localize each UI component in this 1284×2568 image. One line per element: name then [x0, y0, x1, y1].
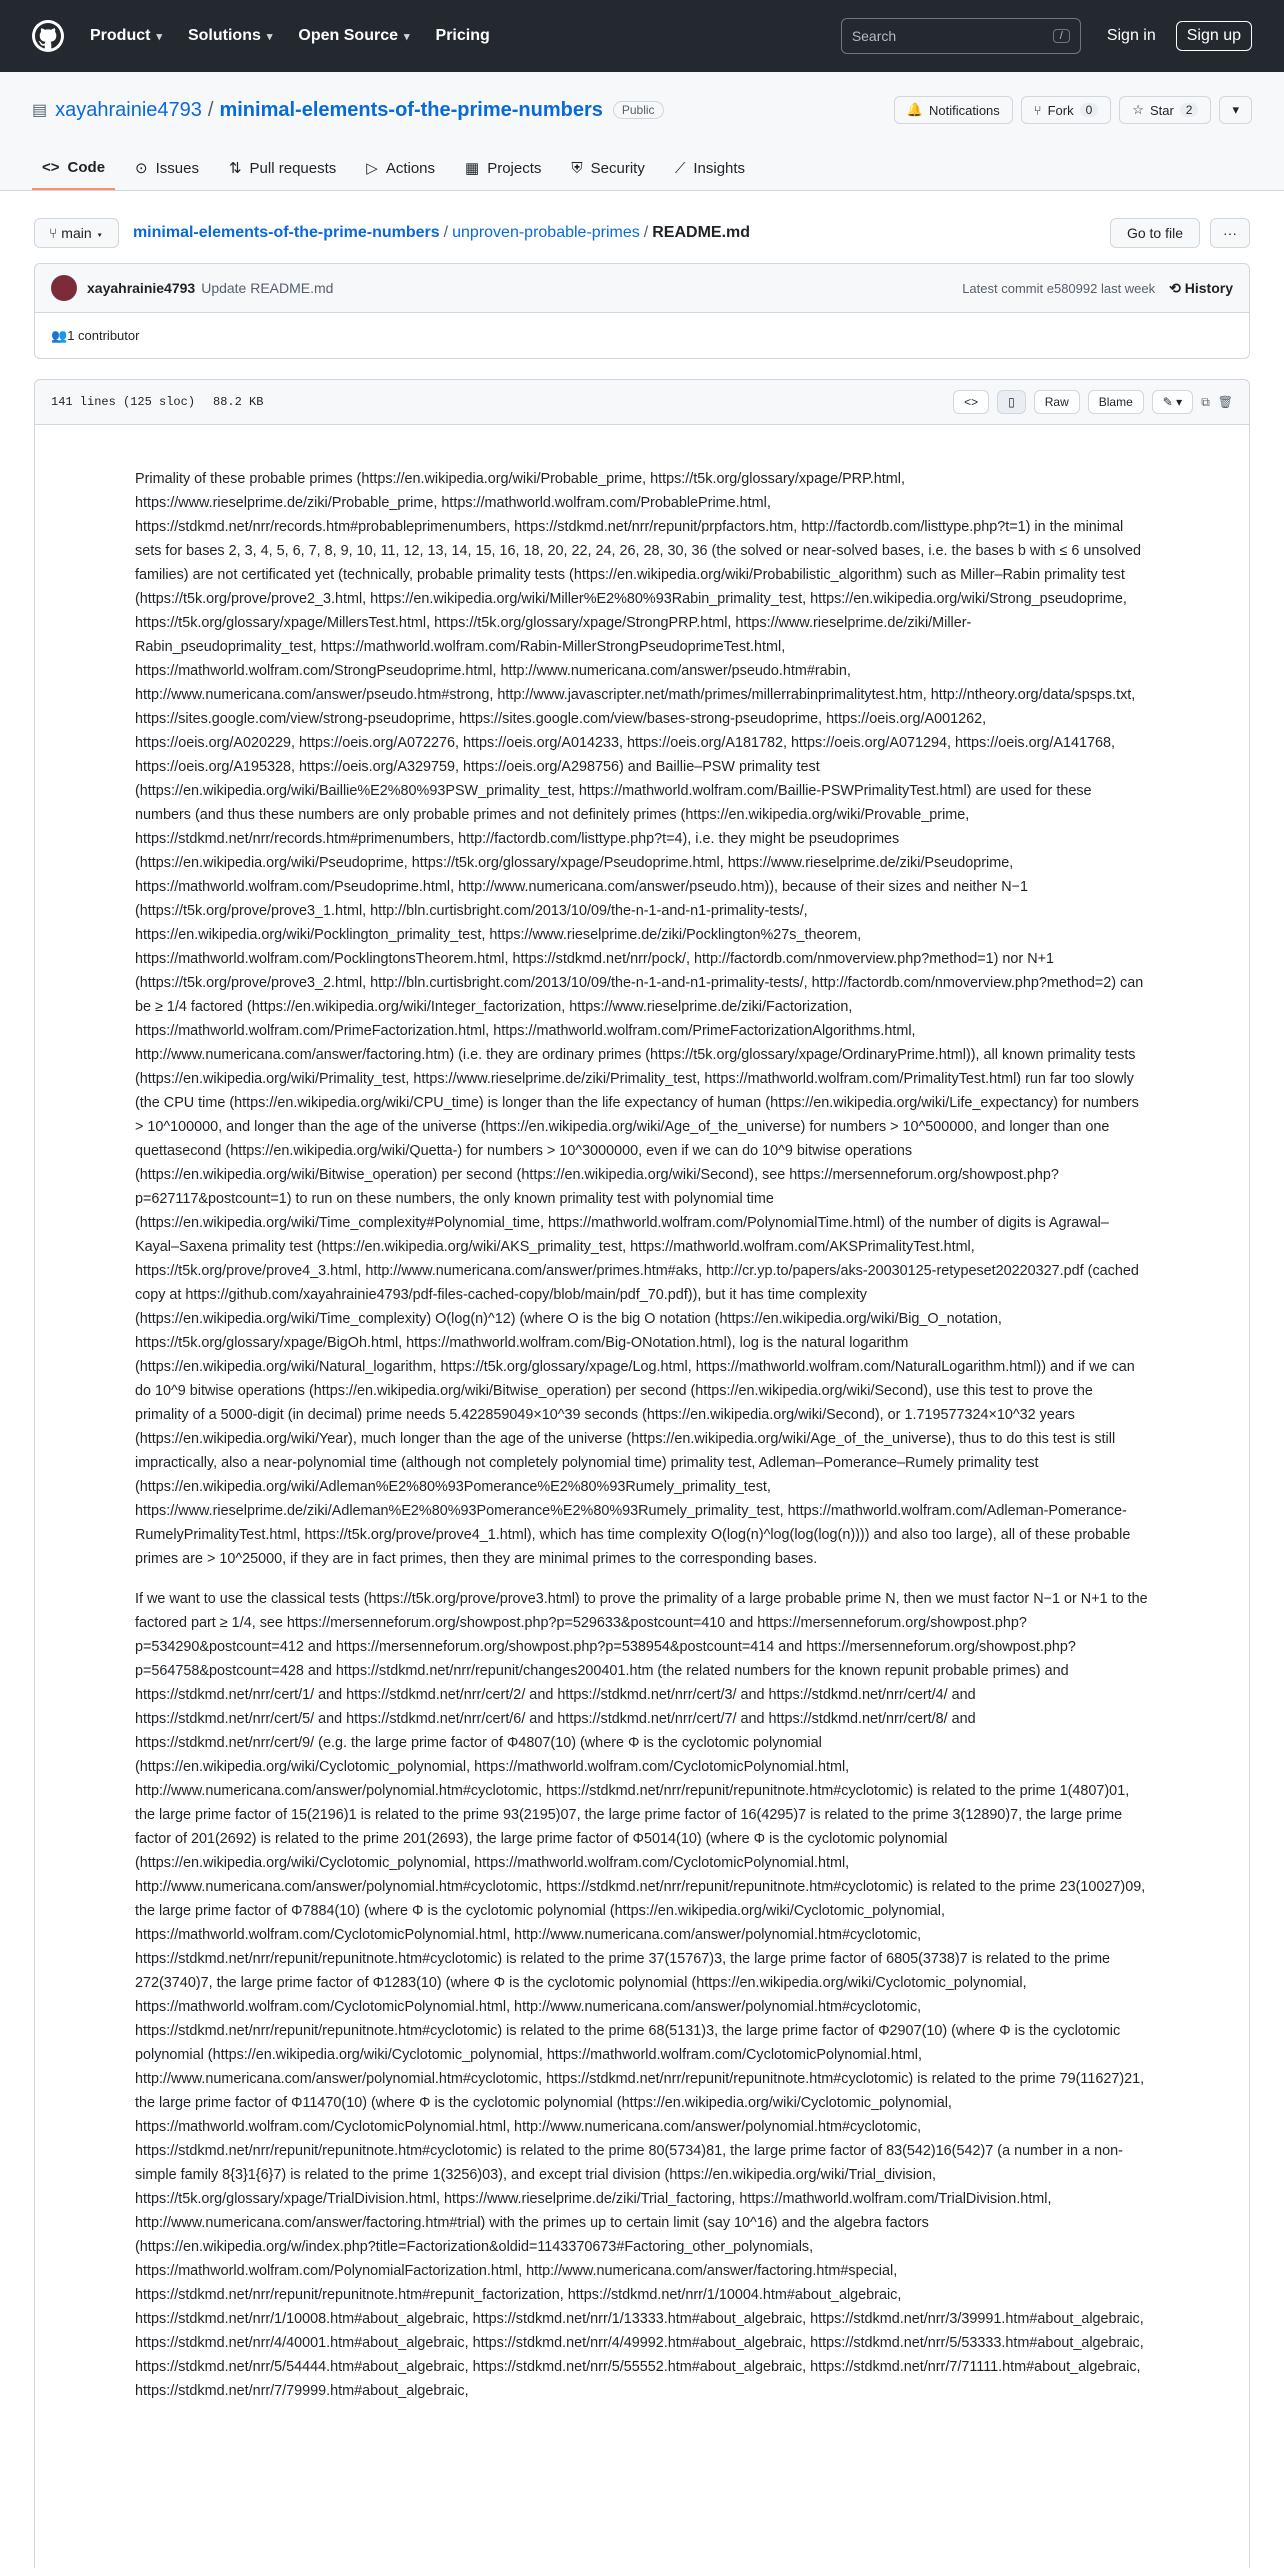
go-to-file-button[interactable]: Go to file [1110, 218, 1200, 248]
fork-icon: ⑂ [1033, 102, 1042, 118]
nav-open-source[interactable] [298, 27, 409, 45]
history-button[interactable] [1169, 280, 1233, 297]
latest-commit-info[interactable]: Latest commit e580992 last week [962, 280, 1156, 296]
path-separator: / [643, 224, 649, 241]
nav-product[interactable] [90, 27, 162, 45]
commit-author[interactable]: xayahrainie4793 [87, 280, 196, 296]
nav-product-label: Product [90, 27, 151, 44]
repo-owner-link[interactable]: xayahrainie4793 [55, 98, 202, 121]
notifications-label: Notifications [928, 102, 1000, 118]
preview-icon[interactable]: ▯ [997, 390, 1026, 414]
github-logo-icon[interactable] [32, 20, 64, 52]
contributors-label: 1 contributor [67, 328, 140, 343]
table-icon: ▦ [465, 160, 480, 177]
commit-message[interactable]: Update README.md [201, 280, 334, 296]
tab-security[interactable] [561, 146, 654, 190]
history-label: History [1184, 279, 1233, 296]
chevron-down-icon: ▾ [266, 31, 273, 43]
nav-pricing[interactable]: Pricing [435, 27, 490, 44]
fork-button[interactable] [1021, 96, 1112, 124]
star-dropdown-button[interactable] [1219, 96, 1252, 124]
chevron-down-icon: ▾ [1232, 102, 1239, 117]
repo-icon: ▤ [32, 102, 48, 119]
readme-paragraph-1: Primality of these probable primes (https://en.wikipedia.org/wiki/Probable_prime, https://t5k.org/glossary/xpage/PRP.html, https://www.rieselprime.de/ziki/Probable_prime, https://mathworld.wolfram.com/ProbablePrime.html, https://stdkmd.net/nrr/records.htm#probableprimenumbers, https://stdkmd.net/nrr/repunit/prpfactors.htm, http://factordb.com/listtype.php?t=1) in the minimal sets for bases 2, 3, 4, 5, 6, 7, 8, 9, 10, 11, 12, 13, 14, 15, 16, 18, 20, 22, 24, 26, 28, 30, 36 (the solved or near-solved bases, i.e. the bases b with ≤ 6 unsolved families) are not certificated yet (technically, probable primality tests (https://en.wikipedia.org/wiki/Probabilistic_algorithm) such as Miller–Rabin primality test (https://t5k.org/prove/prove2_3.html, https://en.wikipedia.org/wiki/Miller%E2%80%93Rabin_primality_test, https://en.wikipedia.org/wiki/Strong_pseudoprime, https://t5k.org/glossary/xpage/MillersTest.html, https://t5k.org/glossary/xpage/StrongPRP.html, https://www.rieselprime.de/ziki/Miller-Rabin_pseudoprimality_test, https://mathworld.wolfram.com/Rabin-MillerStrongPseudoprimeTest.html, https://mathworld.wolfram.com/StrongPseudoprime.html, http://www.numericana.com/answer/pseudo.htm#rabin, http://www.numericana.com/answer/pseudo.htm#strong, http://www.javascripter.net/math/primes/millerrabinprimalitytest.htm, http://ntheory.org/data/spsps.txt, https://sites.google.com/view/strong-pseudoprime, https://sites.google.com/view/bases-strong-pseudoprime, https://oeis.org/A001262, https://oeis.org/A020229, https://oeis.org/A072276, https://oeis.org/A014233, https://oeis.org/A181782, https://oeis.org/A071294, https://oeis.org/A141768, https://oeis.org/A195328, https://oeis.org/A329759, https://oeis.org/A298756) and Baillie–PSW primality test (https://en.wikipedia.org/wiki/Baillie%E2%80%93PSW_primality_test, https://mathworld.wolfram.com/Baillie-PSWPrimalityTest.html) are used for these numbers (and thus these numbers are only probable primes and not definitely primes (https://en.wikipedia.org/wiki/Provable_prime, https://stdkmd.net/nrr/records.htm#primenumbers, http://factordb.com/listtype.php?t=4), i.e. they might be pseudoprimes (https://en.wikipedia.org/wiki/Pseudoprime, https://t5k.org/glossary/xpage/Pseudoprime.html, https://www.rieselprime.de/ziki/Pseudoprime, https://mathworld.wolfram.com/Pseudoprime.html, http://www.numericana.com/answer/pseudo.htm)), because of their sizes and neither N−1 (https://t5k.org/prove/prove3_1.html, http://bln.curtisbright.com/2013/10/09/the-n-1-and-n1-primality-tests/, https://en.wikipedia.org/wiki/Pocklington_primality_test, https://www.rieselprime.de/ziki/Pocklington%27s_theorem, https://mathworld.wolfram.com/PocklingtonsTheorem.html, https://stdkmd.net/nrr/pock/, http://factordb.com/nmoverview.php?method=1) nor N+1 (https://t5k.org/prove/prove3_2.html, http://bln.curtisbright.com/2013/10/09/the-n-1-and-n1-primality-tests/, http://factordb.com/nmoverview.php?method=2) can be ≥ 1/4 factored (https://en.wikipedia.org/wiki/Integer_factorization, https://www.rieselprime.de/ziki/Factorization, https://mathworld.wolfram.com/PrimeFactorization.html, https://mathworld.wolfram.com/PrimeFactorizationAlgorithms.html, http://www.numericana.com/answer/factoring.htm) (i.e. they are ordinary primes (https://t5k.org/glossary/xpage/OrdinaryPrime.html)), all known primality tests (https://en.wikipedia.org/wiki/Primality_test, https://www.rieselprime.de/ziki/Primality_test, https://mathworld.wolfram.com/PrimalityTest.html) run far too slowly (the CPU time (https://en.wikipedia.org/wiki/CPU_time) is longer than the life expectancy of human (https://en.wikipedia.org/wiki/Life_expectancy) for numbers > 10^100000, and longer than the age of the universe (https://en.wikipedia.org/wiki/Age_of_the_universe) for numbers > 10^500000, and longer than one quettasecond (https://en.wikipedia.org/wiki/Quetta-) for numbers > 10^3000000, even if we can do 10^9 bitwise operations (https://en.wikipedia.org/wiki/Bitwise_operation) per second (https://en.wikipedia.org/wiki/Second), see https://mersenneforum.org/showpost.php?p=627117&postcount=1) to run on these numbers, the only known primality test with polynomial time (https://en.wikipedia.org/wiki/Time_complexity#Polynomial_time, https://mathworld.wolfram.com/PolynomialTime.html) of the number of digits is Agrawal–Kayal–Saxena primality test (https://en.wikipedia.org/wiki/AKS_primality_test, https://mathworld.wolfram.com/AKSPrimalityTest.html, https://t5k.org/prove/prove4_3.html, http://www.numericana.com/answer/primes.htm#aks, http://cr.yp.to/papers/aks-20030125-retypeset20220327.pdf (cached copy at https://github.com/xayahrainie4793/pdf-files-cached-copy/blob/main/pdf_70.pdf)), but it has time complexity (https://en.wikipedia.org/wiki/Time_complexity) O(log(n)^12) (where O is the big O notation (https://en.wikipedia.org/wiki/Big_O_notation, https://t5k.org/glossary/xpage/BigOh.html, https://mathworld.wolfram.com/Big-ONotation.html), log is the natural logarithm (https://en.wikipedia.org/wiki/Natural_logarithm, https://t5k.org/glossary/xpage/Log.html, https://mathworld.wolfram.com/NaturalLogarithm.html)) and if we can do 10^9 bitwise operations (https://en.wikipedia.org/wiki/Bitwise_operation) per second (https://en.wikipedia.org/wiki/Second), use this test to prove the primality of a 5000-digit (in decimal) prime needs 5.422859049×10^39 seconds (https://en.wikipedia.org/wiki/Second), or 1.719577324×10^32 years (https://en.wikipedia.org/wiki/Year), much longer than the age of the universe (https://en.wikipedia.org/wiki/Age_of_the_universe), thus to do this test is still impractically, also a near-polynomial time (although not completely polynomial time) primality test, Adleman–Pomerance–Rumely primality test (https://en.wikipedia.org/wiki/Adleman%E2%80%93Pomerance%E2%80%93Rumely_primality_test, https://www.rieselprime.de/ziki/Adleman%E2%80%93Pomerance%E2%80%93Rumely_primality_test, https://mathworld.wolfram.com/Adleman-Pomerance-RumelyPrimalityTest.html, https://t5k.org/prove/prove4_1.html), which has time complexity O(log(n)^log(log(log(n)))) and also too large), all of these probable primes are > 10^25000, if they are in fact primes, then they are minimal primes to the corresponding bases. [135, 471, 1144, 1567]
play-icon: ▷ [366, 160, 378, 177]
raw-button[interactable]: Raw [1034, 390, 1080, 414]
people-icon: 👥 [51, 327, 68, 343]
repo-tabs [32, 146, 1252, 190]
avatar[interactable] [51, 275, 77, 301]
search-input[interactable] [841, 18, 1081, 54]
tab-projects-label: Projects [487, 159, 542, 177]
repo-name-link[interactable]: minimal-elements-of-the-prime-numbers [219, 98, 603, 121]
visibility-badge: Public [613, 101, 664, 119]
copy-icon[interactable]: ⧉ [1201, 394, 1210, 409]
breadcrumb [133, 224, 750, 242]
readme-body [34, 425, 1250, 2568]
issue-icon: ⊙ [135, 160, 148, 177]
bell-icon: 🔔 [906, 102, 923, 117]
tab-pull-requests[interactable] [219, 146, 346, 190]
tab-code-label: Code [67, 158, 106, 176]
notifications-button[interactable] [894, 96, 1013, 124]
nav-solutions-label: Solutions [187, 27, 261, 44]
star-label: Star [1149, 102, 1174, 118]
path-separator: / [443, 224, 449, 241]
fork-count: 0 [1080, 103, 1099, 117]
branch-name: main [61, 225, 92, 241]
readme-paragraph-2: If we want to use the classical tests (https://t5k.org/prove/prove3.html) to prove the primality of a large probable prime N, then we must factor N−1 or N+1 to the factored part ≥ 1/4, see https://mersenneforum.org/showpost.php?p=529633&postcount=410 and https://mersenneforum.org/showpost.php?p=534290&postcount=412 and https://mersenneforum.org/showpost.php?p=538954&postcount=414 and https://mersenneforum.org/showpost.php?p=564758&postcount=428 and https://stdkmd.net/nrr/repunit/changes200401.htm (the related numbers for the known repunit probable primes) and https://stdkmd.net/nrr/cert/1/ and https://stdkmd.net/nrr/cert/2/ and https://stdkmd.net/nrr/cert/3/ and https://stdkmd.net/nrr/cert/4/ and https://stdkmd.net/nrr/cert/5/ and https://stdkmd.net/nrr/cert/6/ and https://stdkmd.net/nrr/cert/7/ and https://stdkmd.net/nrr/cert/8/ and https://stdkmd.net/nrr/cert/9/ (e.g. the large prime factor of Φ4807(10) (where Φ is the cyclotomic polynomial (https://en.wikipedia.org/wiki/Cyclotomic_polynomial, https://mathworld.wolfram.com/CyclotomicPolynomial.html, http://www.numericana.com/answer/polynomial.htm#cyclotomic, https://stdkmd.net/nrr/repunit/repunitnote.htm#cyclotomic) is related to the prime 1(4807)01, the large prime factor of 15(2196)1 is related to the prime 93(2195)07, the large prime factor of 16(4295)7 is related to the prime 3(12890)7, the large prime factor of 201(2692) is related to the prime 201(2693), the large prime factor of Φ5014(10) (where Φ is the cyclotomic polynomial (https://en.wikipedia.org/wiki/Cyclotomic_polynomial, https://mathworld.wolfram.com/CyclotomicPolynomial.html, http://www.numericana.com/answer/polynomial.htm#cyclotomic, https://stdkmd.net/nrr/repunit/repunitnote.htm#cyclotomic) is related to the prime 23(10027)09, the large prime factor of Φ7884(10) (where Φ is the cyclotomic polynomial (https://en.wikipedia.org/wiki/Cyclotomic_polynomial, https://mathworld.wolfram.com/CyclotomicPolynomial.html, http://www.numericana.com/answer/polynomial.htm#cyclotomic, https://stdkmd.net/nrr/repunit/repunitnote.htm#cyclotomic) is related to the prime 37(15767)3, the large prime factor of 6805(3738)7 is related to the prime 272(3740)7, the large prime factor of Φ1283(10) (where Φ is the cyclotomic polynomial (https://en.wikipedia.org/wiki/Cyclotomic_polynomial, https://mathworld.wolfram.com/CyclotomicPolynomial.html, http://www.numericana.com/answer/polynomial.htm#cyclotomic, https://stdkmd.net/nrr/repunit/repunitnote.htm#cyclotomic) is related to the prime 68(5131)3, the large prime factor of Φ2907(10) (where Φ is the cyclotomic polynomial (https://en.wikipedia.org/wiki/Cyclotomic_polynomial, https://mathworld.wolfram.com/CyclotomicPolynomial.html, http://www.numericana.com/answer/polynomial.htm#cyclotomic, https://stdkmd.net/nrr/repunit/repunitnote.htm#cyclotomic) is related to the prime 79(11627)21, the large prime factor of Φ11470(10) (where Φ is the cyclotomic polynomial (https://en.wikipedia.org/wiki/Cyclotomic_polynomial, https://mathworld.wolfram.com/CyclotomicPolynomial.html, http://www.numericana.com/answer/polynomial.htm#cyclotomic, https://stdkmd.net/nrr/repunit/repunitnote.htm#cyclotomic) is related to the prime 80(5734)81, the large prime factor of 83(542)16(542)7 (a number in a non-simple family 8{3}1{6}7) is related to the prime 1(3256)03), and except trial division (https://en.wikipedia.org/wiki/Trial_division, https://t5k.org/glossary/xpage/TrialDivision.html, https://www.rieselprime.de/ziki/Trial_factoring, https://mathworld.wolfram.com/TrialDivision.html, http://www.numericana.com/answer/factoring.htm#trial) with the primes up to certain limit (say 10^16) and the algebra factors (https://en.wikipedia.org/w/index.php?title=Factorization&oldid=1143370673#Factoring_other_polynomials, https://mathworld.wolfram.com/PolynomialFactorization.html, http://www.numericana.com/answer/factoring.htm#special, https://stdkmd.net/nrr/repunit/repunitnote.htm#repunit_factorization, https://stdkmd.net/nrr/1/10004.htm#about_algebraic, https://stdkmd.net/nrr/1/10008.htm#about_algebraic, https://stdkmd.net/nrr/1/13333.htm#about_algebraic, https://stdkmd.net/nrr/3/39991.htm#about_algebraic, https://stdkmd.net/nrr/4/40001.htm#about_algebraic, https://stdkmd.net/nrr/4/49992.htm#about_algebraic, https://stdkmd.net/nrr/5/53333.htm#about_algebraic, https://stdkmd.net/nrr/5/54444.htm#about_algebraic, https://stdkmd.net/nrr/5/55552.htm#about_algebraic, https://stdkmd.net/nrr/7/71111.htm#about_algebraic, https://stdkmd.net/nrr/7/79999.htm#about_algebraic, [135, 1591, 1148, 2399]
latest-commit-bar [34, 263, 1250, 313]
tab-code[interactable] [32, 146, 115, 190]
tab-issues-label: Issues [155, 159, 199, 177]
line-count: 141 lines (125 sloc) [51, 395, 196, 409]
tab-security-label: Security [590, 159, 645, 177]
chevron-down-icon: ▾ [156, 31, 162, 43]
file-header [34, 379, 1250, 425]
star-button[interactable] [1119, 96, 1211, 124]
breadcrumb-dir-link[interactable]: unproven-probable-primes [452, 224, 640, 241]
branch-selector[interactable] [34, 218, 119, 248]
sign-in-link[interactable]: Sign in [1106, 27, 1156, 44]
sign-up-button[interactable]: Sign up [1176, 21, 1252, 51]
trash-icon[interactable]: 🗑 [1217, 395, 1233, 409]
breadcrumb-file: README.md [652, 224, 751, 241]
tab-insights[interactable] [665, 146, 755, 190]
more-options-button[interactable]: ··· [1210, 218, 1250, 248]
code-view-icon[interactable]: <> [953, 390, 989, 414]
star-count: 2 [1180, 103, 1199, 117]
slash-shortcut-badge: / [1053, 29, 1070, 43]
contributors-bar[interactable] [34, 313, 1250, 359]
tab-pull-requests-label: Pull requests [249, 159, 337, 177]
fork-label: Fork [1047, 102, 1074, 118]
chevron-down-icon: ▾ [95, 225, 104, 241]
breadcrumb-repo-link[interactable]: minimal-elements-of-the-prime-numbers [132, 224, 440, 241]
path-separator: / [207, 98, 214, 121]
history-icon: ⟲ [1169, 279, 1185, 296]
global-header [0, 0, 1284, 72]
nav-solutions[interactable] [188, 27, 272, 45]
file-breadcrumb-bar [0, 191, 1284, 253]
edit-icon[interactable]: ✎ ▾ [1152, 390, 1193, 414]
tab-actions-label: Actions [385, 159, 436, 177]
nav-open-source-label: Open Source [298, 27, 398, 44]
file-size: 88.2 KB [213, 395, 264, 409]
repo-header [0, 72, 1284, 191]
code-icon: <> [42, 158, 60, 176]
pull-request-icon: ⇅ [228, 160, 242, 177]
tab-actions[interactable] [356, 146, 445, 190]
star-icon: ☆ [1132, 102, 1144, 117]
tab-issues[interactable] [125, 146, 209, 190]
blame-button[interactable]: Blame [1088, 390, 1144, 414]
tab-projects[interactable] [455, 146, 551, 190]
tab-insights-label: Insights [693, 159, 746, 177]
branch-icon: ⑂ [49, 225, 62, 241]
shield-icon: ⛨ [571, 159, 583, 177]
chevron-down-icon: ▾ [403, 31, 410, 43]
graph-icon: ⟋ [674, 159, 686, 177]
search-placeholder: Search [851, 28, 897, 44]
